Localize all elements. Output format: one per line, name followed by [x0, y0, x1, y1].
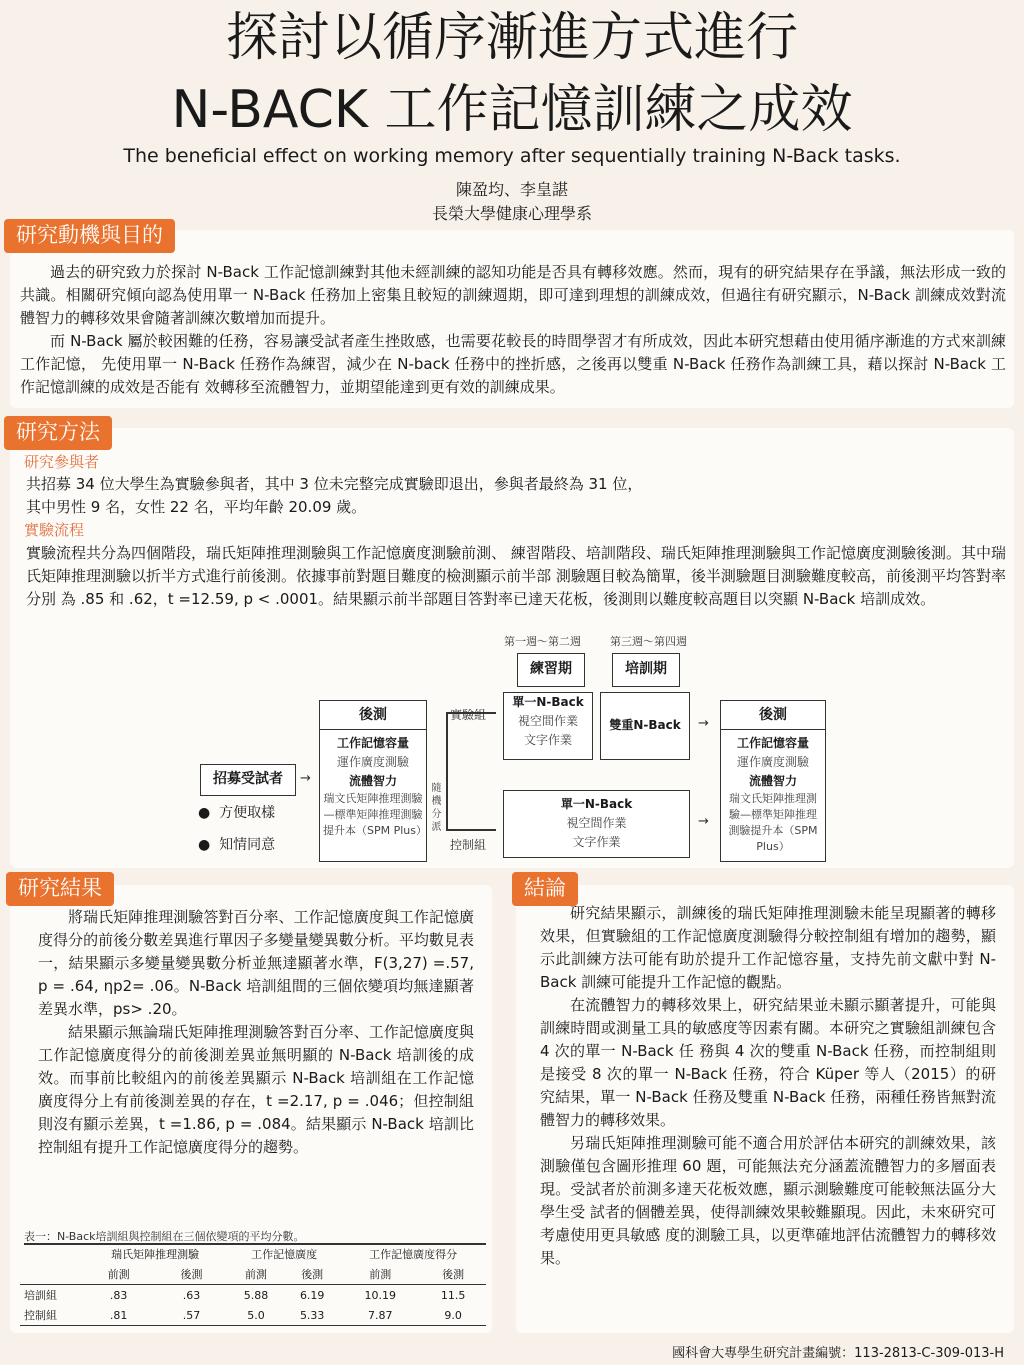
posttest-box [720, 700, 826, 862]
control-nback-task-1: 視空間作業 [566, 816, 627, 830]
single-nback-task-1: 視空間作業 [517, 714, 578, 728]
authors: 陳盈均、李皇諶 [455, 180, 568, 199]
results-paragraph: 將瑞氏矩陣推理測驗答對百分率、工作記憶廣度與工作記憶廣度得分的前後分數差異進行單因子多變量變異數分析。平均數見表一，結果顯示多變量變異數分析並無達顯著水準，F(3,27) =.57, p = .64, ηp2= .06。N-Back 培訓組間的三個依變項均無達顯著差異水準，ps> .20。 [38, 908, 474, 1018]
conclusion-text [540, 902, 996, 1270]
method-heading: 研究方法 [4, 416, 112, 450]
participants-line-2: 其中男性 9 名，女性 22 名，平均年齡 20.09 歲。 [26, 498, 367, 516]
table-cell: 11.5 [440, 1288, 466, 1302]
affiliation: 長榮大學健康心理學系 [431, 204, 592, 223]
pretest-box [319, 700, 427, 862]
table-group-row [20, 1244, 486, 1264]
posttest-fi-test: 瑞文氏矩陣推理測驗—標準矩陣推理測驗提升本（SPM Plus） [728, 792, 818, 853]
table-cell: 6.19 [299, 1288, 325, 1302]
pretest-wm-test: 運作廣度測驗 [336, 755, 409, 769]
table-cell: 9.0 [444, 1308, 462, 1322]
title-line-2: N-BACK 工作記憶訓練之成效 [171, 80, 853, 140]
results-paragraph: 結果顯示無論瑞氏矩陣推理測驗答對百分率、工作記憶廣度與工作記憶廣度得分的前後測差異並無明顯的 N-Back 培訓後的成效。而事前比較組內的前後差異顯示 N-Back 培訓組在工作記憶廣度得分上有前後測差異的存在，t =2.17, p = .046；但控制組則沒有顯示差異，t =1.86, p = .084。結果顯示 N-Back 培訓比控制組有提升工作記憶廣度得分的趨勢。 [38, 1023, 474, 1156]
participants-line-1: 共招募 34 位大學生為實驗參與者，其中 3 位未完整完成實驗即退出，參與者最終為 31 位， [26, 475, 643, 493]
table-group-header: 工作記憶廣度 [251, 1248, 318, 1261]
conclusion-paragraph: 研究結果顯示，訓練後的瑞氏矩陣推理測驗未能呈現顯著的轉移效果，但實驗組的工作記憶廣度測驗得分較控制組有增加的趨勢，顯示此訓練方法可能有助於提升工作記憶容量，支持先前文獻中對 N-Back 訓練可能提升工作記憶的觀點。 [540, 904, 996, 991]
posttest-title: 後測 [721, 701, 825, 730]
bullet-informed-consent [198, 834, 275, 857]
pretest-fi-label: 流體智力 [348, 774, 397, 788]
procedure-text: 實驗流程共分為四個階段，瑞氏矩陣推理測驗與工作記憶廣度測驗前測、 練習階段、培訓階段、瑞氏矩陣推理測驗與工作記憶廣度測驗後測。其中瑞氏矩陣推理測驗以折半方式進行前後測。依據事前對題目難度的檢測顯示前半部 測驗題目較為簡單，後半測驗題目測驗難度較高，前後測平均答對率分別 為 .85 和 .62，t =12.59, p < .0001。結果顯示前半部題目答對率已達天花板，後測則以難度較高題目以突顯 N-Back 培訓成效。 [26, 544, 1006, 608]
bullet-text: 方便取樣 [219, 805, 276, 821]
table-cell: .81 [109, 1308, 128, 1322]
motivation-paragraph: 而 N-Back 屬於較困難的任務，容易讓受試者產生挫敗感，也需要花較長的時間學習才有所成效，因此本研究想藉由使用循序漸進的方式來訓練工作記憶， 先使用單一 N-Back 任務作為練習，減少在 N-back 任務中的挫折感，之後再以雙重 N-Back 任務作為訓練工具，藉以探討 N-Back 工作記憶訓練的成效是否能有 效轉移至流體智力，並期望能達到更有效的訓練成果。 [20, 332, 1006, 396]
pretest-wm-label: 工作記憶容量 [336, 736, 409, 750]
title-line-1: 探討以循序漸進方式進行 [225, 8, 798, 68]
control-nback-task-2: 文字作業 [572, 835, 621, 849]
single-nback-box [503, 692, 593, 760]
recruit-box: 招募受試者 [200, 764, 296, 796]
control-nback-box [503, 790, 690, 858]
table-corner [20, 1264, 82, 1285]
week-3-4-label: 第三週～第四週 [610, 635, 687, 648]
bullet-dot-icon: ● [198, 837, 220, 853]
experimental-group-label: 實驗組 [450, 708, 487, 722]
table-group-header: 工作記憶廣度得分 [369, 1248, 458, 1261]
week-1-2-label: 第一週～第二週 [504, 635, 581, 648]
table-sub-header: 前測 [245, 1268, 268, 1281]
procedure-heading: 實驗流程 [24, 521, 85, 539]
table-cell: .57 [182, 1308, 201, 1322]
branch-line-bottom [446, 829, 496, 831]
table-sub-row [20, 1264, 486, 1285]
table-group-header: 瑞氏矩陣推理測驗 [111, 1248, 200, 1261]
table-cell: .63 [182, 1288, 201, 1302]
table-row-label: 培訓組 [24, 1289, 57, 1302]
pretest-title: 後測 [320, 701, 426, 730]
single-nback-task-2: 文字作業 [523, 733, 572, 747]
results-text [38, 906, 474, 1159]
participants-heading: 研究參與者 [24, 453, 100, 471]
branch-line-vertical [446, 712, 448, 830]
practice-phase-box: 練習期 [517, 653, 585, 687]
table-caption: 表一：N-Back培訓組與控制組在三個依變項的平均分數。 [24, 1230, 305, 1243]
table-cell: 5.88 [243, 1288, 269, 1302]
arrow-icon: → [300, 771, 311, 786]
pretest-fi-test: 瑞文氏矩陣推理測驗—標準矩陣推理測驗提升本（SPM Plus） [323, 792, 427, 837]
table-cell: 7.87 [367, 1308, 393, 1322]
table-cell: 10.19 [364, 1288, 396, 1302]
motivation-heading: 研究動機與目的 [4, 219, 175, 253]
training-phase-box: 培訓期 [612, 653, 680, 687]
arrow-icon: → [698, 814, 709, 829]
table-cell: .83 [109, 1288, 128, 1302]
results-heading: 研究結果 [6, 872, 114, 906]
table-sub-header: 前測 [107, 1268, 130, 1281]
grant-number: 國科會大專學生研究計畫編號：113-2813-C-309-013-H [672, 1346, 1004, 1361]
table-sub-header: 前測 [369, 1268, 392, 1281]
control-group-label: 控制組 [450, 838, 487, 852]
table-row-label: 控制組 [24, 1309, 57, 1322]
bullet-text: 知情同意 [219, 837, 276, 853]
arrow-icon: → [698, 716, 709, 731]
table-sub-header: 後測 [301, 1268, 324, 1281]
dual-nback-box: 雙重N-Back [600, 692, 690, 760]
motivation-text [20, 261, 1006, 399]
random-assignment-box: 隨機分派 [431, 783, 442, 833]
control-nback-title: 單一N-Back [560, 797, 633, 811]
results-table [20, 1244, 486, 1326]
bullet-convenience-sampling [198, 802, 275, 825]
table-sub-header: 後測 [180, 1268, 203, 1281]
table-cell: 5.33 [299, 1308, 325, 1322]
table-cell: 5.0 [247, 1308, 265, 1322]
posttest-wm-test: 運作廣度測驗 [736, 755, 809, 769]
posttest-fi-label: 流體智力 [748, 774, 797, 788]
table-row [20, 1305, 486, 1326]
english-subtitle: The beneficial effect on working memory after sequentially training N-Back tasks. [123, 145, 901, 167]
table-corner [20, 1244, 82, 1264]
motivation-paragraph: 過去的研究致力於探討 N-Back 工作記憶訓練對其他未經訓練的認知功能是否具有轉移效應。然而，現有的研究結果存在爭議，無法形成一致的共識。相關研究傾向認為使用單一 N-Back 任務加上密集且較短的訓練週期，即可達到理想的訓練成效，但過往有研究顯示，N-Back 訓練成效對流體智力的轉移效果會隨著訓練次數增加而提升。 [20, 263, 1006, 327]
table-sub-header: 後測 [442, 1268, 465, 1281]
conclusion-paragraph: 在流體智力的轉移效果上，研究結果並未顯示顯著提升，可能與訓練時間或測量工具的敏感度等因素有關。本研究之實驗組訓練包含 4 次的單一 N-Back 任 務與 4 次的雙重 N-Back 任務，而控制組則是接受 8 次的單一 N-Back 任務，符合 Küper 等人（2015）的研究結果，單一 N-Back 任務及雙重 N-Back 任務，兩種任務皆無對流體智力的轉移效果。 [540, 996, 996, 1129]
conclusion-paragraph: 另瑞氏矩陣推理測驗可能不適合用於評估本研究的訓練效果，該測驗僅包含圖形推理 60 題，可能無法充分涵蓋流體智力的多層面表現。受試者於前測多達天花板效應，顯示測驗難度可能較無法區分大學生受 試者的個體差異，使得訓練效果較難顯現。因此，未來研究可考慮使用更具敏感 度的測驗工具，以更準確地評估流體智力的轉移效果。 [540, 1134, 996, 1267]
posttest-wm-label: 工作記憶容量 [736, 736, 809, 750]
conclusion-heading: 結論 [512, 872, 578, 906]
single-nback-title: 單一N-Back [512, 695, 584, 709]
bullet-dot-icon: ● [198, 805, 220, 821]
table-row [20, 1285, 486, 1306]
